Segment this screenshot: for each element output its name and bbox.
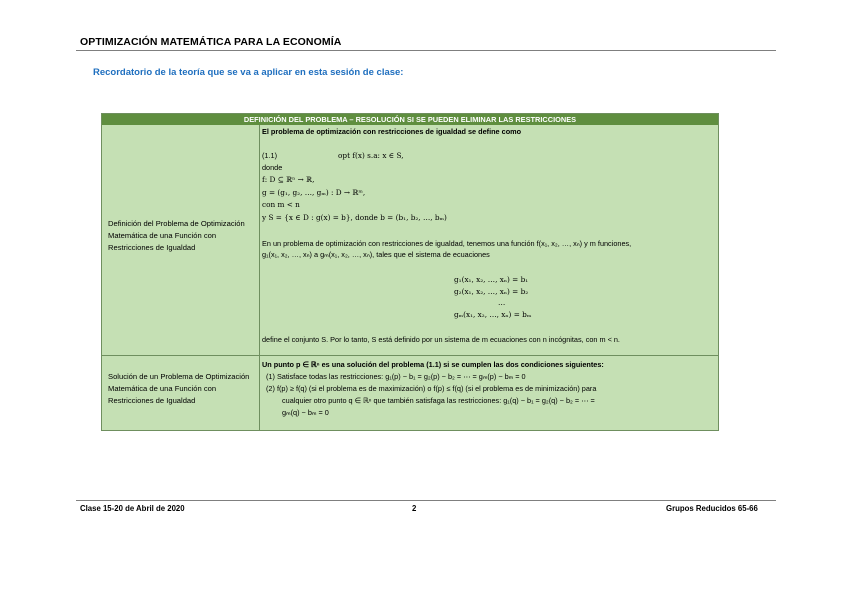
row1-intro: El problema de optimización con restricciones de igualdad se define como [262, 127, 522, 136]
row-divider [102, 355, 718, 356]
row1-label: Definición del Problema de Optimización Matemática de una Función con Restricciones de Igualdad [108, 219, 245, 252]
paragraph-line-1: En un problema de optimización con restricciones de igualdad, tenemos una función f(x₁, x₂, …, xₙ) y m funciones, [262, 239, 632, 248]
system-equation-m: gₘ(x₁, x₂, …, xₙ) = bₘ [454, 310, 532, 319]
row2-label: Solución de un Problema de Optimización Matemática de una Función con Restricciones de Igualdad [108, 372, 250, 405]
function-g-definition: g = (g₁, g₂, …, gₘ) : D → ℝᵐ, [262, 188, 366, 197]
column-divider [259, 125, 260, 430]
set-s-definition: y S = {x ∈ D : g(x) = b}, donde b = (b₁, b₂, …, bₘ) [262, 213, 447, 222]
condition-m-n: con m < n [262, 200, 300, 209]
solution-line-1: Un punto p ∈ ℝⁿ es una solución del problema (1.1) si se cumplen las dos condiciones siguientes: [262, 360, 604, 369]
equation-number: (1.1) [262, 151, 278, 160]
solution-condition-2-end: gₘ(q) − bₘ = 0 [282, 408, 329, 417]
system-equation-1: g₁(x₁, x₂, …, xₙ) = b₁ [454, 275, 529, 284]
paragraph-line-2: g₁(x₁, x₂, …, xₙ) a gₘ(x₁, x₂, …, xₙ), tales que el sistema de ecuaciones [262, 250, 490, 259]
function-f-definition: f: D ⊆ ℝⁿ → ℝ, [262, 175, 315, 184]
page-header-title: OPTIMIZACIÓN MATEMÁTICA PARA LA ECONOMÍA [80, 36, 342, 48]
footer-groups: Grupos Reducidos 65-66 [666, 504, 758, 513]
equation-main: opt f(x) s.a: x ∈ S, [338, 151, 404, 160]
solution-condition-1: (1) Satisface todas las restricciones: g₁(p) − b₁ = g₂(p) − b₂ = ⋯ = gₘ(p) − bₘ = 0 [266, 372, 526, 381]
footer-page-number: 2 [412, 504, 417, 513]
header-rule [76, 50, 776, 51]
table-heading: DEFINICIÓN DEL PROBLEMA – RESOLUCIÓN SI SE PUEDEN ELIMINAR LAS RESTRICCIONES [102, 114, 718, 125]
system-equation-2: g₂(x₁, x₂, …, xₙ) = b₂ [454, 287, 529, 296]
solution-condition-2-cont: cualquier otro punto q ∈ ℝⁿ que también satisfaga las restricciones: g₁(q) − b₁ = g₂(q) − b₂ = ⋯ = [282, 396, 595, 405]
intro-heading: Recordatorio de la teoría que se va a aplicar en esta sesión de clase: [93, 67, 404, 78]
footer-rule [76, 500, 776, 501]
solution-condition-2: (2) f(p) ≥ f(q) (si el problema es de maximización) o f(p) ≤ f(q) (si el problema es de minimización) para [266, 384, 597, 393]
conclusion-text: define el conjunto S. Por lo tanto, S está definido por un sistema de m ecuaciones con n incógnitas, con m < n. [262, 335, 620, 344]
system-ellipsis: … [498, 298, 506, 307]
definition-table [101, 113, 719, 431]
donde-text: donde [262, 163, 283, 172]
footer-date: Clase 15-20 de Abril de 2020 [80, 504, 185, 513]
